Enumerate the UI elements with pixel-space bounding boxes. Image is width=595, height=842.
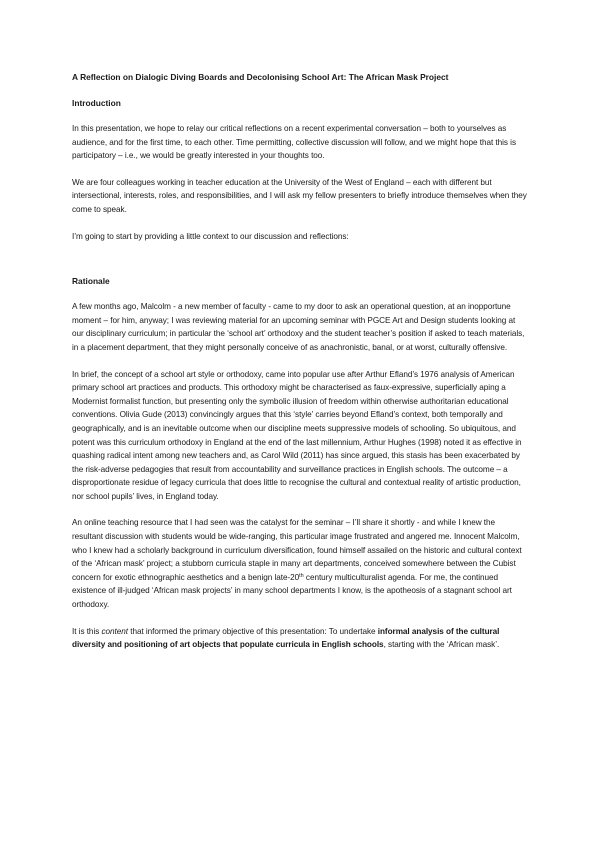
rationale-p4-text-c: , starting with the ‘African mask’. <box>383 640 500 650</box>
rationale-paragraph-1: A few months ago, Malcolm - a new member of faculty - came to my door to ask an operational question, at an inopportune moment – for him, anyway; I was reviewing material for an upcoming seminar with PGCE Art and Design students looking at our disciplinary curriculum; in particular the ‘school art’ orthodoxy and the student teacher’s position if asked to teach materials, in a placement department, that they might personally conceive of as anachronistic, banal, or at worst, culturally offensive. <box>72 302 525 352</box>
document-title: A Reflection on Dialogic Diving Boards and Decolonising School Art: The African Mask Project <box>72 72 449 82</box>
introduction-heading: Introduction <box>72 98 121 108</box>
rationale-p4-text-a: It is this <box>72 626 102 636</box>
rationale-heading: Rationale <box>72 276 110 287</box>
rationale-p4-emphasis: content <box>101 626 128 636</box>
intro-paragraph-3: I’m going to start by providing a little context to our discussion and reflections: <box>72 231 349 241</box>
section-spacer <box>72 256 527 276</box>
rationale-p3-text-b: century multiculturalist agenda. For me, the continued existence of ill-judged ‘African mask projects’ in many school departments I know, is the apotheosis of a stagnant school art orthodoxy. <box>72 572 512 610</box>
rationale-paragraph-3 <box>72 516 527 611</box>
rationale-p4-bold: informal analysis of the cultural diversity and positioning of art objects that populate curricula in English schools <box>72 626 500 650</box>
rationale-paragraph-2: In brief, the concept of a school art style or orthodoxy, came into popular use after Arthur Efland’s 1976 analysis of American primary school art practices and products. This orthodoxy might be characterised as faux-expressive, superficially aping a Modernist formalist function, but presenting only the symbolic illusion of freedom within otherwise authoritarian educational conventions. Olivia Gude (2013) convincingly argues that this ‘style’ carries beyond Efland’s context, both temporally and geographically, and is an inevitable outcome when our discipline meets suppressive models of schooling. So ubiquitous, and potent was this curriculum orthodoxy in England at the end of the last millennium, Arthur Hughes (1998) noted it as effective in quashing radical intent among new teachers and, as Carol Wild (2011) has since argued, this stasis has been exacerbated by the risk-adverse pedagogies that result from accountability and surveillance practices in English schools. The outcome – a disproportionate residue of legacy curricula that does little to recognise the cultural and contextual reality of artistic production, nor school pupils’ lives, in England today. <box>72 369 522 501</box>
intro-paragraph-2: We are four colleagues working in teacher education at the University of the West of England – each with different but intersectional, interests, roles, and responsibilities, and I will ask my fellow presenters to briefly introduce themselves when they come to speak. <box>72 177 527 214</box>
intro-paragraph-1: In this presentation, we hope to relay our critical reflections on a recent experimental conversation – both to yourselves as audience, and for the first time, to each other. Time permitting, collective discussion will follow, and we might hope that this is participatory – i.e., we would be greatly interested in your thoughts too. <box>72 124 516 161</box>
superscript-th: th <box>299 572 304 579</box>
rationale-p3-text-a: An online teaching resource that I had seen was the catalyst for the seminar – I’ll share it shortly - and while I knew the resultant discussion with students would be wide-ranging, this particular image frustrated and angered me. Innocent Malcolm, who I knew had a scholarly background in curriculum diversification, found himself assailed on the historic and cultural context of the ‘African mask’ project; a stubborn curricula staple in many art departments, conceived somewhere between the Cubist concern for exotic ethnographic aesthetics and a benign late-20 <box>72 518 522 582</box>
rationale-paragraph-4 <box>72 625 527 652</box>
rationale-p4-text-b: that informed the primary objective of this presentation: To undertake <box>128 626 378 636</box>
